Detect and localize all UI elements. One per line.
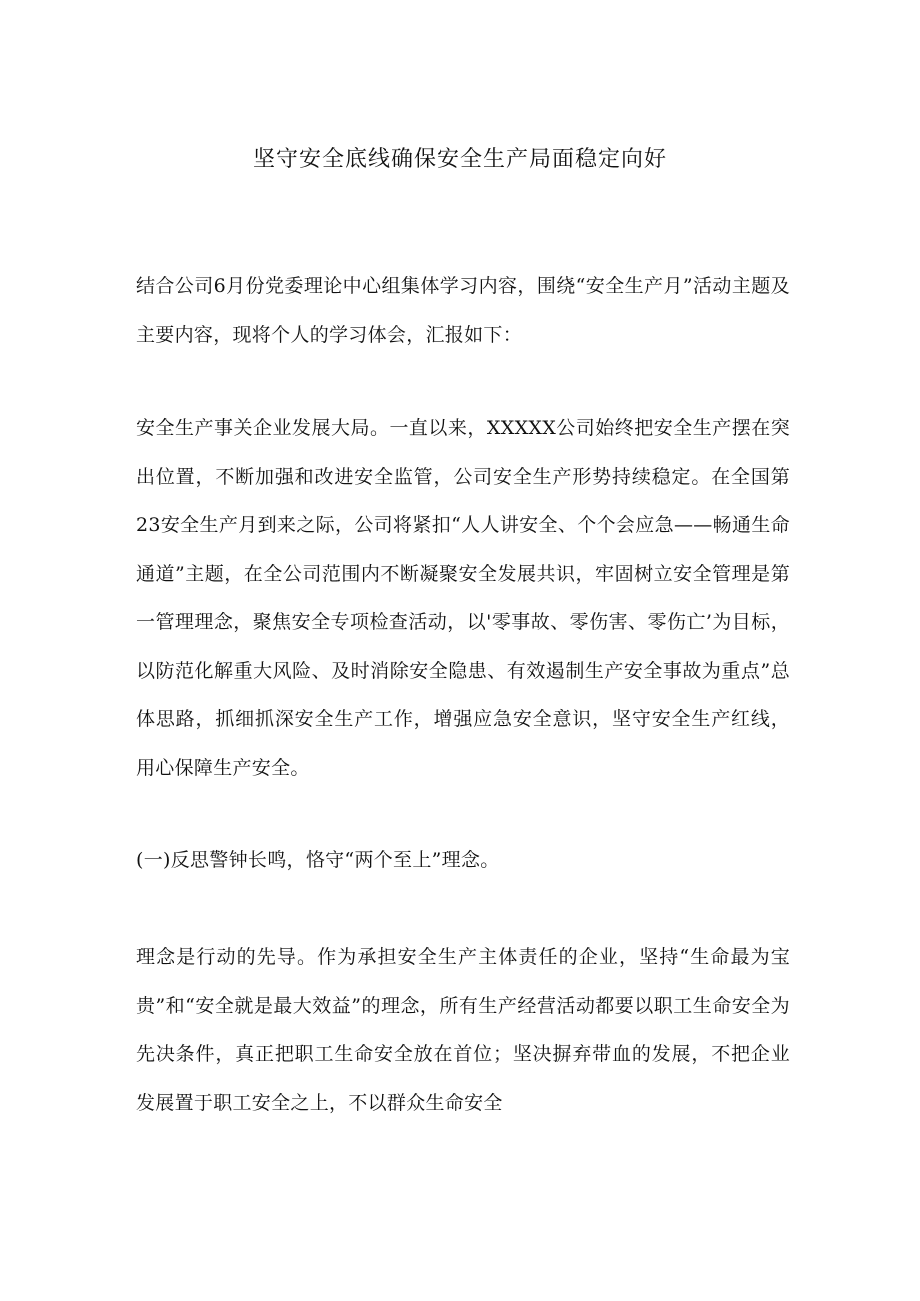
section-heading: (一)反思警钟长鸣，恪守“两个至上”理念。 — [136, 849, 500, 871]
document-title: 坚守安全底线确保安全生产局面稳定向好 — [252, 147, 667, 172]
intro-paragraph: 结合公司6月份党委理论中心组集体学习内容，围绕“安全生产月”活动主题及主要内容，现将个人的学习体会，汇报如下： — [136, 275, 790, 346]
body-paragraph: 安全生产事关企业发展大局。一直以来，XXXXX公司始终把安全生产摆在突出位置，不断加强和改进安全监管，公司安全生产形势持续稳定。在全国第23安全生产月到来之际，公司将紧扣“人人讲安全、个个会应急——畅通生命通道”主题，在全公司范围内不断凝聚安全发展共识，牢固树立安全管理是第一管理理念，聚焦安全专项检查活动，以'零事故、零伤害、零伤亡’为目标，以防范化解重大风险、及时消除安全隐患、有效遏制生产安全事故为重点”总体思路，抓细抓深安全生产工作，增强应急安全意识，坚守安全生产红线，用心保障生产安全。 — [136, 417, 790, 779]
body-paragraph: 理念是行动的先导。作为承担安全生产主体责任的企业，坚持“生命最为宝贵”和“安全就是最大效益”的理念，所有生产经营活动都要以职工生命安全为先决条件，真正把职工生命安全放在首位；坚决摒弃带血的发展，不把企业发展置于职工安全之上，不以群众生命安全 — [136, 946, 790, 1114]
